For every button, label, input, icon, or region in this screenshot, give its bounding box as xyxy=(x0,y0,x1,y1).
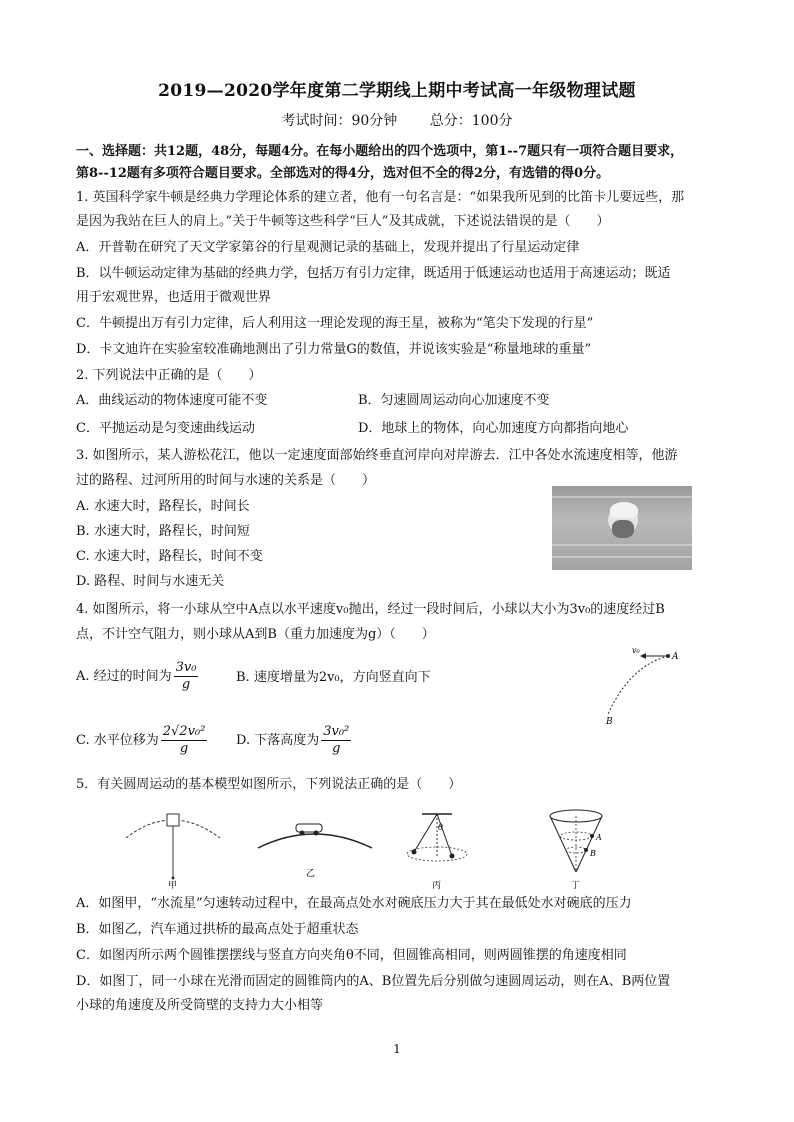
page-number: 1 xyxy=(393,1042,401,1056)
q4-option-a-fraction xyxy=(174,660,199,693)
q4-option-c-numerator: 2√2v₀² xyxy=(162,724,206,739)
q4-option-d-denominator: g xyxy=(332,741,341,756)
q3-option-a: A. 水速大时，路程长，时间长 xyxy=(76,499,250,514)
cone-a-label: A xyxy=(596,833,602,842)
q4-option-c xyxy=(76,724,209,757)
q4-option-d-label: D. 下落高度为 xyxy=(236,733,320,748)
q3-stem-line1: 3. 如图所示，某人游松花江，他以一定速度面部始终垂直河岸向对岸游去．江中各处水流速度相等，他游 xyxy=(76,448,678,463)
v0-label: v₀ xyxy=(632,646,640,655)
q2-option-d: D．地球上的物体，向心加速度方向都指向地心 xyxy=(358,421,629,436)
rope-center xyxy=(172,877,175,880)
exam-info xyxy=(0,110,794,130)
page-title: 2019—2020学年度第二学期线上期中考试高一年级物理试题 xyxy=(158,81,636,101)
q1-option-a: A．开普勒在研究了天文学家第谷的行星观测记录的基础上，发现并提出了行星运动定律 xyxy=(76,240,580,255)
velocity-arrowhead xyxy=(640,653,646,659)
q2-option-b: B．匀速圆周运动向心加速度不变 xyxy=(358,393,550,408)
section-instructions-line2: 第8--12题有多项符合题目要求。全部选对的得4分，选对但不全的得2分，有选错的得0分。 xyxy=(76,166,610,181)
swimmer-photo xyxy=(552,486,692,570)
car-body xyxy=(296,824,322,832)
q3-option-b: B. 水速大时，路程长，时间短 xyxy=(76,524,250,539)
section-instructions-line1: 一、选择题：共12题，48分，每题4分。在每小题给出的四个选项中，第1--7题只有一项符合题目要求， xyxy=(76,144,684,159)
figure-bing-label: 丙 xyxy=(432,881,442,891)
q5-stem: 5．有关圆周运动的基本模型如图所示，下列说法正确的是（ ） xyxy=(76,777,462,792)
b-label: B xyxy=(606,717,613,727)
q1-option-d: D．卡文迪许在实验室较准确地测出了引力常量G的数值，并说该实验是“称量地球的重量” xyxy=(76,342,592,357)
figure-yi-label: 乙 xyxy=(306,869,316,879)
q4-option-d-fraction xyxy=(321,724,351,757)
theta-label: θ xyxy=(438,823,443,832)
car-wheel-front xyxy=(300,831,305,836)
q4-option-a xyxy=(76,660,200,693)
q4-option-a-label: A. 经过的时间为 xyxy=(76,669,172,684)
exam-time: 考试时间：90分钟 xyxy=(281,113,398,129)
q1-option-b-line2: 用于宏观世界，也适用于微观世界 xyxy=(76,290,272,305)
q4-stem-line2: 点，不计空气阻力，则小球从A到B（重力加速度为g）（ ） xyxy=(76,627,435,642)
q2-option-a: A．曲线运动的物体速度可能不变 xyxy=(76,393,268,408)
pendulum-string-1 xyxy=(414,814,437,852)
q1-option-b-line1: B．以牛顿运动定律为基础的经典力学，包括万有引力定律，既适用于低速运动也适用于高速运动；既适 xyxy=(76,266,671,281)
pendulum-bob-2 xyxy=(450,854,455,859)
cone-wall-left xyxy=(550,816,576,872)
trajectory-curve xyxy=(608,656,668,714)
q5-option-b: B．如图乙，汽车通过拱桥的最高点处于超重状态 xyxy=(76,922,359,937)
q1-stem-line2: 是因为我站在巨人的肩上。”关于牛顿等这些科学“巨人”及其成就，下述说法错误的是（ ） xyxy=(76,214,610,229)
q4-option-a-numerator: 3v₀ xyxy=(175,660,197,675)
q4-option-b: B. 速度增量为2v₀，方向竖直向下 xyxy=(236,670,431,685)
water-bowl xyxy=(167,814,179,826)
ball-b xyxy=(584,848,588,852)
exam-score: 总分：100分 xyxy=(429,113,513,129)
q3-option-d: D. 路程、时间与水速无关 xyxy=(76,574,225,589)
q5-option-c: C．如图丙所示两个圆锥摆摆线与竖直方向夹角θ不同，但圆锥高相同，则两圆锥摆的角速度相同 xyxy=(76,948,627,963)
q4-option-c-denominator: g xyxy=(179,741,189,756)
q2-option-c: C．平抛运动是匀变速曲线运动 xyxy=(76,421,255,436)
q4-option-a-denominator: g xyxy=(181,677,191,692)
ball-a xyxy=(590,834,594,838)
q4-stem-line1: 4. 如图所示，将一小球从空中A点以水平速度v₀抛出，经过一段时间后，小球以大小为3v₀的速度经过B xyxy=(76,602,665,617)
pendulum-bob-1 xyxy=(412,850,417,855)
q1-option-c: C．牛顿提出万有引力定律，后人利用这一理论发现的海王星，被称为“笔尖下发现的行星” xyxy=(76,316,594,331)
pendulum-string-2 xyxy=(437,814,452,856)
a-label: A xyxy=(672,652,679,662)
cone-b-label: B xyxy=(590,849,596,858)
cone-wall-right xyxy=(576,816,602,872)
q5-option-a: A．如图甲，“水流星”匀速转动过程中，在最高点处水对碗底压力大于其在最低处水对碗底的压力 xyxy=(76,896,632,911)
car-wheel-back xyxy=(314,831,319,836)
q3-option-c: C. 水速大时，路程长，时间不变 xyxy=(76,549,263,564)
figure-jia-label: 甲 xyxy=(168,881,178,891)
circular-motion-figures xyxy=(116,808,616,892)
figure-ding-label: 丁 xyxy=(571,881,581,891)
q4-option-d-numerator: 3v₀² xyxy=(323,724,350,739)
q5-option-d-line2: 小球的角速度及所受筒壁的支持力大小相等 xyxy=(76,998,324,1013)
q4-option-c-fraction xyxy=(161,724,208,757)
q3-stem-line2: 过的路程、过河所用的时间与水速的关系是（ ） xyxy=(76,473,376,488)
q4-option-d xyxy=(236,724,353,757)
q1-stem-line1: 1. 英国科学家牛顿是经典力学理论体系的建立者，他有一句名言是：“如果我所见到的比笛卡儿要远些，那 xyxy=(76,190,685,205)
q2-stem: 2. 下列说法中正确的是（ ） xyxy=(76,368,262,383)
q4-option-c-label: C. 水平位移为 xyxy=(76,733,159,748)
projectile-figure xyxy=(590,642,700,728)
q5-option-d-line1: D．如图丁，同一小球在光滑而固定的圆锥筒内的A、B位置先后分别做匀速圆周运动，则在A、B两位置 xyxy=(76,974,671,989)
arch-bridge xyxy=(258,834,372,848)
